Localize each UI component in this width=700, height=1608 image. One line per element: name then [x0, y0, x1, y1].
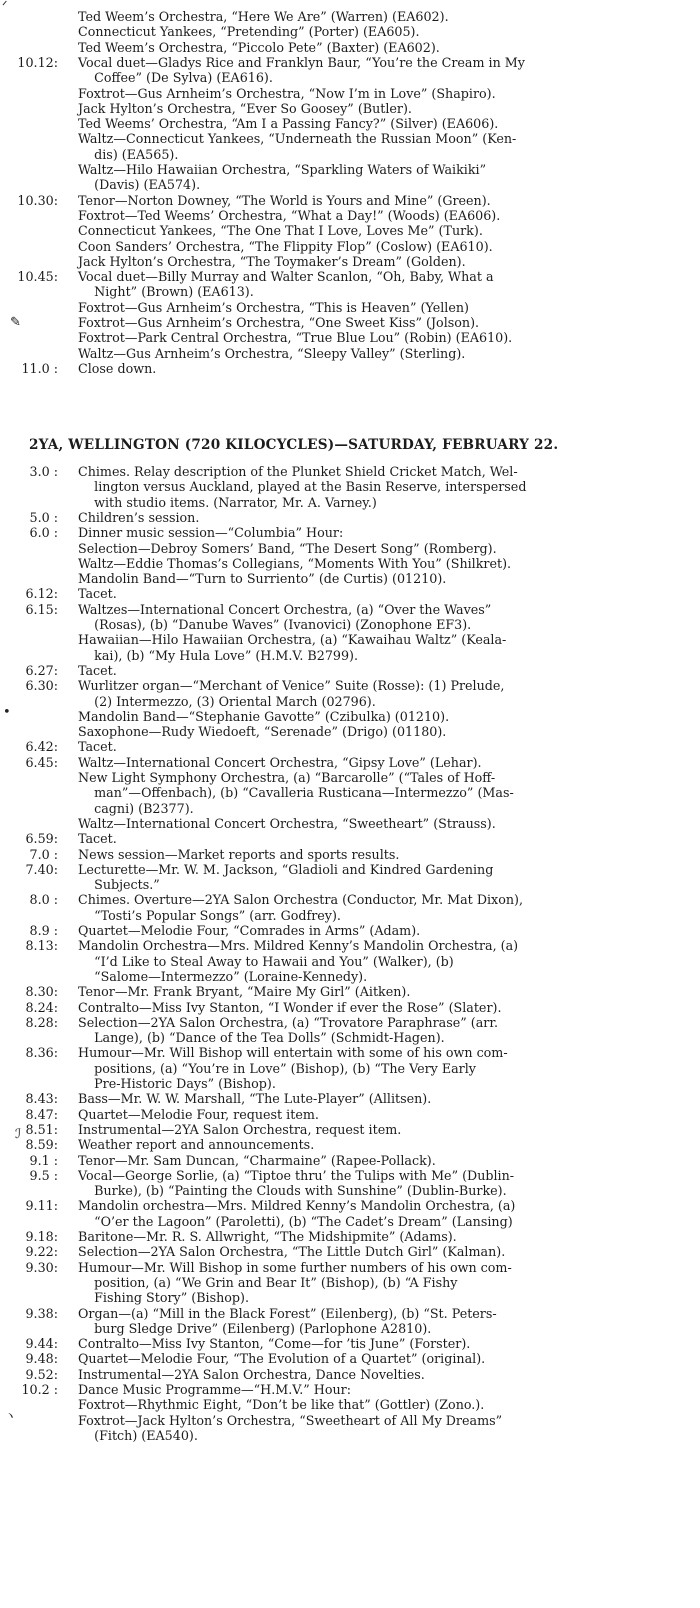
- programme-text: Foxtrot—Park Central Orchestra, “True Blue Lou” (Robin) (EA610).: [78, 330, 513, 346]
- programme-line: [0, 739, 700, 754]
- programme-text: burg Sledge Drive” (Eilenberg) (Parlophone A2810).: [78, 1320, 432, 1336]
- time-label: 8.30:: [25, 984, 58, 1000]
- programme-line: [0, 55, 700, 70]
- scan-mark: •: [3, 705, 11, 720]
- programme-line: [0, 648, 700, 663]
- programme-line: [0, 1107, 700, 1122]
- programme-line: [0, 315, 700, 330]
- programme-line: [0, 1198, 700, 1213]
- programme-text: cagni) (B2377).: [78, 800, 194, 816]
- programme-line: [0, 223, 700, 238]
- programme-text: Mandolin Band—“Turn to Surriento” (de Curtis) (01210).: [78, 571, 447, 587]
- time-label: 8.51:: [25, 1121, 58, 1137]
- time-label: 6.12:: [25, 586, 58, 602]
- time-label: 7.0 :: [29, 846, 58, 862]
- programme-text: (Davis) (EA574).: [78, 177, 201, 193]
- programme-text: Waltz—Connecticut Yankees, “Underneath the Russian Moon” (Ken-: [78, 131, 517, 147]
- programme-text: Bass—Mr. W. W. Marshall, “The Lute-Player” (Allitsen).: [78, 1091, 432, 1107]
- programme-text: Waltzes—International Concert Orchestra, (a) “Over the Waves”: [78, 601, 492, 617]
- programme-text: “Salome—Intermezzo” (Loraine-Kennedy).: [78, 968, 368, 984]
- programme-line: [0, 1244, 700, 1259]
- programme-line: [0, 1000, 700, 1015]
- programme-line: [0, 254, 700, 269]
- programme-line: [0, 1397, 700, 1412]
- programme-text: Burke), (b) “Painting the Clouds with Sunshine” (Dublin-Burke).: [78, 1183, 507, 1199]
- time-label: 8.47:: [25, 1106, 58, 1122]
- programme-line: [0, 602, 700, 617]
- programme-line: [0, 816, 700, 831]
- time-label: 6.27:: [25, 662, 58, 678]
- programme-text: Foxtrot—Gus Arnheim’s Orchestra, “This is Heaven” (Yellen): [78, 299, 469, 315]
- programme-text: Contralto—Miss Ivy Stanton, “Come—for ’tis June” (Forster).: [78, 1336, 471, 1352]
- programme-text: Waltz—Eddie Thomas’s Collegians, “Moments With You” (Shilkret).: [78, 555, 512, 571]
- programme-line: [0, 70, 700, 85]
- programme-text: Humour—Mr. Will Bishop in some further numbers of his own com-: [78, 1259, 512, 1275]
- programme-text: Chimes. Overture—2YA Salon Orchestra (Conductor, Mr. Mat Dixon),: [78, 892, 523, 908]
- programme-text: Coon Sanders’ Orchestra, “The Flippity Flop” (Coslow) (EA610).: [78, 238, 493, 254]
- programme-line: [0, 1229, 700, 1244]
- programme-text: positions, (a) “You’re in Love” (Bishop), (b) “The Very Early: [78, 1060, 476, 1076]
- programme-text: Dance Music Programme—“H.M.V.” Hour:: [78, 1382, 351, 1397]
- programme-line: [0, 464, 700, 479]
- programme-line: [0, 1306, 700, 1321]
- programme-text: New Light Symphony Orchestra, (a) “Barcarolle” (“Tales of Hoff-: [78, 770, 496, 785]
- programme-line: [0, 724, 700, 739]
- programme-line: [0, 831, 700, 846]
- time-label: 9.11:: [25, 1198, 58, 1214]
- programme-text: Chimes. Relay description of the Plunket Shield Cricket Match, Wel-: [78, 464, 518, 479]
- programme-line: [0, 300, 700, 315]
- programme-text: Vocal duet—Gladys Rice and Franklyn Baur, “You’re the Cream in My: [78, 54, 525, 70]
- programme-text: Pre-Historic Days” (Bishop).: [78, 1076, 276, 1091]
- programme-line: [0, 586, 700, 601]
- programme-line: [0, 1351, 700, 1366]
- programme-line: [0, 269, 700, 284]
- time-label: 8.9 :: [29, 923, 58, 938]
- programme-line: [0, 1091, 700, 1106]
- programme-text: Saxophone—Rudy Wiedoeft, “Serenade” (Drigo) (01180).: [78, 724, 447, 740]
- programme-line: [0, 116, 700, 131]
- programme-line: [0, 632, 700, 647]
- programme-text: Children’s session.: [78, 509, 200, 525]
- programme-text: (Rosas), (b) “Danube Waves” (Ivanovici) (Zonophone EF3).: [78, 617, 472, 632]
- programme-line: [0, 1428, 700, 1443]
- programme-line: [0, 892, 700, 907]
- programme-line: [0, 1061, 700, 1076]
- programme-text: Quartet—Melodie Four, request item.: [78, 1106, 319, 1122]
- programme-text: Ted Weem’s Orchestra, “Piccolo Pete” (Baxter) (EA602).: [78, 39, 440, 55]
- programme-text: News session—Market reports and sports results.: [78, 846, 400, 862]
- programme-line: [0, 101, 700, 116]
- programme-text: Subjects.”: [78, 877, 160, 893]
- time-label: 6.15:: [25, 601, 58, 617]
- programme-text: Tacet.: [78, 662, 117, 678]
- programme-line: [0, 1122, 700, 1137]
- programme-text: Selection—Debroy Somers’ Band, “The Desert Song” (Romberg).: [78, 540, 497, 556]
- programme-line: [0, 1015, 700, 1030]
- programme-text: Waltz—International Concert Orchestra, “Sweetheart” (Strauss).: [78, 815, 496, 831]
- programme-text: Instrumental—2YA Salon Orchestra, Dance Novelties.: [78, 1366, 425, 1382]
- programme-line: [0, 694, 700, 709]
- programme-line: [0, 510, 700, 525]
- programme-text: Mandolin orchestra—Mrs. Mildred Kenny’s Mandolin Orchestra, (a): [78, 1198, 516, 1214]
- time-label: 10.12:: [17, 54, 58, 70]
- programme-line: [0, 847, 700, 862]
- programme-line: [0, 479, 700, 494]
- programme-line: [0, 177, 700, 192]
- programme-text: Mandolin Orchestra—Mrs. Mildred Kenny’s Mandolin Orchestra, (a): [78, 938, 519, 954]
- time-label: 9.18:: [25, 1229, 58, 1244]
- programme-text: Hawaiian—Hilo Hawaiian Orchestra, (a) “Kawaihau Waltz” (Keala-: [78, 632, 507, 648]
- programme-text: Fishing Story” (Bishop).: [78, 1290, 249, 1306]
- programme-text: Coffee” (De Sylva) (EA616).: [78, 70, 273, 86]
- programme-text: Wurlitzer organ—“Merchant of Venice” Suite (Rosse): (1) Prelude,: [78, 678, 505, 694]
- time-label: 10.2 :: [21, 1382, 58, 1397]
- programme-line: [0, 556, 700, 571]
- time-label: 8.24:: [25, 999, 58, 1015]
- time-label: 9.52:: [25, 1366, 58, 1382]
- programme-text: Humour—Mr. Will Bishop will entertain with some of his own com-: [78, 1045, 508, 1061]
- programme-text: Tacet.: [78, 739, 117, 755]
- time-label: 5.0 :: [29, 509, 58, 525]
- programme-line: [0, 131, 700, 146]
- programme-text: position, (a) “We Grin and Bear It” (Bishop), (b) “A Fishy: [78, 1274, 458, 1290]
- scan-mark: ヽ: [4, 1409, 18, 1424]
- programme-text: Tenor—Mr. Sam Duncan, “Charmaine” (Rapee-Pollack).: [78, 1152, 436, 1168]
- programme-line: [0, 346, 700, 361]
- programme-line: [0, 1076, 700, 1091]
- time-label: 10.45:: [17, 269, 58, 285]
- programme-text: (2) Intermezzo, (3) Oriental March (02796).: [78, 693, 376, 709]
- programme-line: [0, 969, 700, 984]
- time-label: 9.22:: [25, 1244, 58, 1260]
- time-label: 9.48:: [25, 1351, 58, 1367]
- scan-mark: ✎: [10, 315, 21, 330]
- time-label: 9.44:: [25, 1336, 58, 1352]
- programme-text: Vocal duet—Billy Murray and Walter Scanlon, “Oh, Baby, What a: [78, 269, 494, 285]
- programme-text: Vocal—George Sorlie, (a) “Tiptoe thru’ the Tulips with Me” (Dublin-: [78, 1167, 515, 1183]
- programme-line: [0, 147, 700, 162]
- time-label: 10.30:: [17, 192, 58, 208]
- programme-line: [0, 86, 700, 101]
- programme-text: dis) (EA565).: [78, 146, 179, 162]
- programme-text: Connecticut Yankees, “Pretending” (Porter) (EA605).: [78, 24, 420, 40]
- programme-text: Foxtrot—Ted Weems’ Orchestra, “What a Day!” (Woods) (EA606).: [78, 207, 501, 223]
- programme-line: [0, 663, 700, 678]
- programme-text: “Tosti’s Popular Songs” (arr. Godfrey).: [78, 907, 341, 923]
- programme-text: lington versus Auckland, played at the Basin Reserve, interspersed: [78, 479, 527, 495]
- time-label: 8.59:: [25, 1137, 58, 1153]
- time-label: 3.0 :: [29, 464, 58, 479]
- time-label: 6.0 :: [29, 525, 58, 541]
- programme-line: [0, 1030, 700, 1045]
- programme-line: [0, 525, 700, 540]
- programme-text: Foxtrot—Gus Arnheim’s Orchestra, “One Sweet Kiss” (Jolson).: [78, 315, 480, 330]
- programme-text: Quartet—Melodie Four, “Comrades in Arms” (Adam).: [78, 923, 421, 938]
- programme-text: Lange), (b) “Dance of the Tea Dolls” (Schmidt-Hagen).: [78, 1030, 445, 1046]
- programme-text: Weather report and announcements.: [78, 1137, 315, 1153]
- time-label: 9.1 :: [29, 1152, 58, 1168]
- programme-line: [0, 1045, 700, 1060]
- programme-line: [0, 862, 700, 877]
- time-label: 8.0 :: [29, 892, 58, 908]
- time-label: 9.30:: [25, 1259, 58, 1275]
- programme-line: [0, 938, 700, 953]
- programme-line: [0, 954, 700, 969]
- time-label: 6.42:: [25, 739, 58, 755]
- programme-line: [0, 193, 700, 208]
- station-heading: 2YA, WELLINGTON (720 KILOCYCLES)—SATURDAY, FEBRUARY 22.: [29, 437, 559, 453]
- programme-line: [0, 9, 700, 24]
- programme-text: Foxtrot—Rhythmic Eight, “Don’t be like that” (Gottler) (Zono.).: [78, 1397, 485, 1413]
- programme-line: [0, 785, 700, 800]
- programme-text: Contralto—Miss Ivy Stanton, “I Wonder if ever the Rose” (Slater).: [78, 999, 502, 1015]
- programme-line: [0, 877, 700, 892]
- time-label: 6.59:: [25, 831, 58, 847]
- programme-text: Selection—2YA Salon Orchestra, “The Little Dutch Girl” (Kalman).: [78, 1244, 506, 1260]
- programme-line: [0, 1168, 700, 1183]
- programme-text: Jack Hylton’s Orchestra, “Ever So Goosey” (Butler).: [78, 100, 412, 116]
- programme-line: [0, 541, 700, 556]
- programme-text: with studio items. (Narrator, Mr. A. Varney.): [78, 494, 377, 510]
- time-label: 8.36:: [25, 1045, 58, 1061]
- programme-text: Foxtrot—Gus Arnheim’s Orchestra, “Now I’m in Love” (Shapiro).: [78, 85, 496, 101]
- programme-line: [0, 770, 700, 785]
- programme-line: [0, 1275, 700, 1290]
- programme-text: “O’er the Lagoon” (Paroletti), (b) “The Cadet’s Dream” (Lansing): [78, 1213, 513, 1229]
- programme-text: Foxtrot—Jack Hylton’s Orchestra, “Sweetheart of All My Dreams”: [78, 1412, 503, 1428]
- programme-text: Mandolin Band—“Stephanie Gavotte” (Czibulka) (01210).: [78, 708, 450, 724]
- programme-text: Baritone—Mr. R. S. Allwright, “The Midshipmite” (Adams).: [78, 1229, 457, 1244]
- programme-text: Tacet.: [78, 586, 117, 602]
- programme-text: Night” (Brown) (EA613).: [78, 284, 254, 300]
- programme-text: Tacet.: [78, 831, 117, 847]
- programme-line: [0, 923, 700, 938]
- programme-text: Waltz—Gus Arnheim’s Orchestra, “Sleepy Valley” (Sterling).: [78, 345, 466, 361]
- programme-line: [0, 908, 700, 923]
- time-label: 11.0 :: [21, 360, 58, 376]
- programme-line: [0, 495, 700, 510]
- scan-mark: ᐟ: [2, 0, 8, 14]
- programme-text: kai), (b) “My Hula Love” (H.M.V. B2799).: [78, 647, 359, 663]
- programme-line: [0, 678, 700, 693]
- programme-line: [0, 1214, 700, 1229]
- programme-line: [0, 1183, 700, 1198]
- programme-text: Waltz—Hilo Hawaiian Orchestra, “Sparkling Waters of Waikiki”: [78, 162, 487, 177]
- programme-line: [0, 40, 700, 55]
- programme-line: [0, 1367, 700, 1382]
- programme-text: Waltz—International Concert Orchestra, “Gipsy Love” (Lehar).: [78, 754, 482, 770]
- programme-text: Organ—(a) “Mill in the Black Forest” (Eilenberg), (b) “St. Peters-: [78, 1305, 497, 1321]
- programme-text: Connecticut Yankees, “The One That I Love, Loves Me” (Turk).: [78, 223, 483, 239]
- programme-line: [0, 1321, 700, 1336]
- programme-line: [0, 24, 700, 39]
- programme-line: [0, 755, 700, 770]
- programme-line: [0, 1382, 700, 1397]
- programme-text: Jack Hylton’s Orchestra, “The Toymaker’s Dream” (Golden).: [78, 253, 466, 269]
- programme-line: [0, 1290, 700, 1305]
- programme-text: Lecturette—Mr. W. M. Jackson, “Gladioli and Kindred Gardening: [78, 861, 494, 877]
- programme-text: Quartet—Melodie Four, “The Evolution of a Quartet” (original).: [78, 1351, 486, 1367]
- programme-line: [0, 571, 700, 586]
- programme-line: [0, 284, 700, 299]
- programme-text: Close down.: [78, 360, 157, 376]
- scan-mark: ℐ: [15, 1127, 22, 1142]
- programme-line: [0, 984, 700, 999]
- programme-text: Ted Weem’s Orchestra, “Here We Are” (Warren) (EA602).: [78, 9, 449, 24]
- programme-text: man”—Offenbach), (b) “Cavalleria Rusticana—Intermezzo” (Mas-: [78, 785, 514, 801]
- programme-line: [0, 330, 700, 345]
- time-label: 6.45:: [25, 754, 58, 770]
- programme-text: (Fitch) (EA540).: [78, 1427, 198, 1443]
- programme-line: [0, 239, 700, 254]
- time-label: 9.38:: [25, 1305, 58, 1321]
- programme-line: [0, 1260, 700, 1275]
- programme-line: [0, 801, 700, 816]
- time-label: 8.28:: [25, 1014, 58, 1030]
- programme-line: [0, 1137, 700, 1152]
- programme-text: Ted Weems’ Orchestra, “Am I a Passing Fancy?” (Silver) (EA606).: [78, 116, 499, 132]
- programme-line: [0, 162, 700, 177]
- programme-line: [0, 1413, 700, 1428]
- time-label: 8.13:: [25, 938, 58, 954]
- programme-text: Dinner music session—“Columbia” Hour:: [78, 525, 344, 541]
- programme-line: [0, 1153, 700, 1168]
- programme-line: [0, 1336, 700, 1351]
- programme-text: Selection—2YA Salon Orchestra, (a) “Trovatore Paraphrase” (arr.: [78, 1014, 499, 1030]
- programme-text: “I’d Like to Steal Away to Hawaii and You” (Walker), (b): [78, 953, 454, 969]
- programme-line: [0, 361, 700, 376]
- programme-text: Instrumental—2YA Salon Orchestra, request item.: [78, 1121, 402, 1137]
- programme-line: [0, 709, 700, 724]
- programme-line: [0, 208, 700, 223]
- time-label: 7.40:: [25, 861, 58, 877]
- programme-text: Tenor—Norton Downey, “The World is Yours and Mine” (Green).: [78, 192, 491, 208]
- time-label: 6.30:: [25, 678, 58, 694]
- time-label: 8.43:: [25, 1091, 58, 1107]
- programme-text: Tenor—Mr. Frank Bryant, “Maire My Girl” (Aitken).: [78, 984, 411, 1000]
- time-label: 9.5 :: [29, 1167, 58, 1183]
- programme-line: [0, 617, 700, 632]
